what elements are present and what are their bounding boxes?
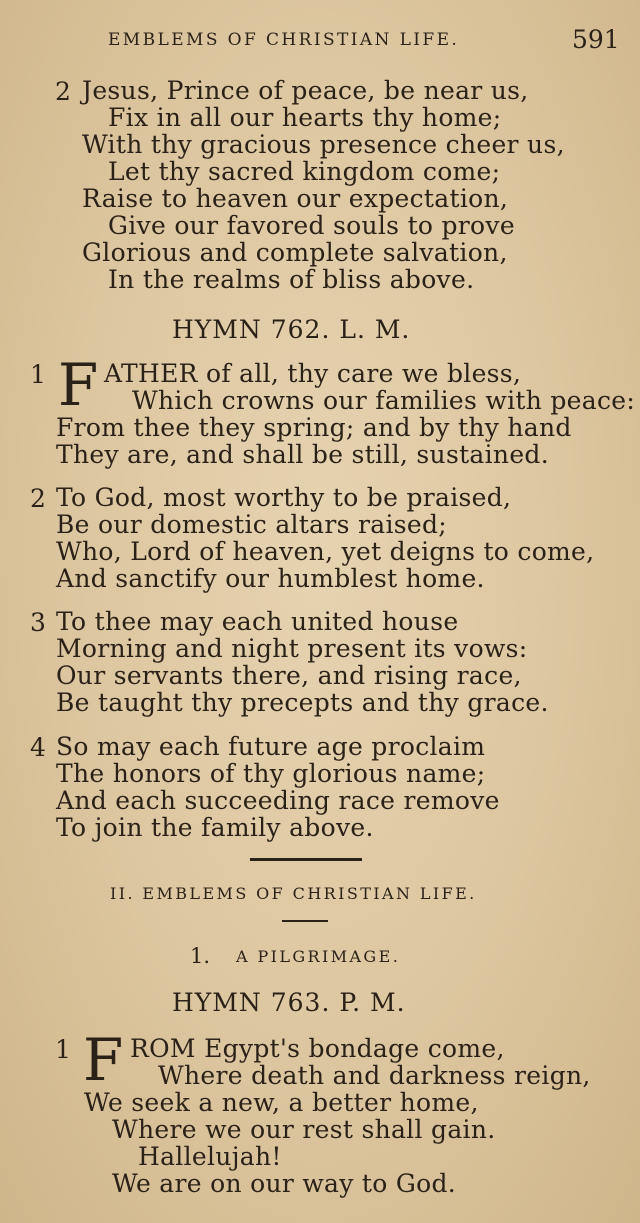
page-number: 591: [572, 25, 620, 54]
verse-line: From thee they spring; and by thy hand: [56, 413, 572, 442]
drop-cap: F: [83, 1026, 124, 1094]
verse-line: Morning and night present its vows:: [56, 634, 528, 663]
verse-line: ATHER of all, thy care we bless,: [104, 359, 522, 388]
verse-line: In the realms of bliss above.: [108, 265, 475, 294]
verse-line: Let thy sacred kingdom come;: [108, 157, 501, 186]
verse-line: And each succeeding race remove: [56, 786, 500, 815]
subheading: A PILGRIMAGE.: [236, 947, 401, 966]
stanza-number: 3: [30, 608, 46, 637]
verse-line: Hallelujah!: [138, 1142, 282, 1171]
stanza-number: 1: [30, 360, 46, 389]
verse-line: Where we our rest shall gain.: [112, 1115, 496, 1144]
verse-line: Glorious and complete salvation,: [82, 238, 508, 267]
verse-line: To God, most worthy to be praised,: [56, 483, 512, 512]
hymn-title: HYMN 762. L. M.: [172, 315, 411, 344]
verse-line: ROM Egypt's bondage come,: [130, 1034, 505, 1063]
verse-line: To thee may each united house: [56, 607, 459, 636]
stanza-number: 4: [30, 733, 46, 762]
verse-line: Be our domestic altars raised;: [56, 510, 448, 539]
verse-line: Our servants there, and rising race,: [56, 661, 522, 690]
drop-cap: F: [58, 351, 99, 419]
stanza-number: 1: [55, 1035, 71, 1064]
verse-line: Fix in all our hearts thy home;: [108, 103, 502, 132]
verse-line: Raise to heaven our expectation,: [82, 184, 509, 213]
verse-line: Be taught thy precepts and thy grace.: [56, 688, 549, 717]
verse-line: Jesus, Prince of peace, be near us,: [82, 76, 529, 105]
verse-line: Where death and darkness reign,: [158, 1061, 591, 1090]
verse-line: They are, and shall be still, sustained.: [56, 440, 549, 469]
section-rule: [250, 858, 362, 861]
verse-line: And sanctify our humblest home.: [56, 564, 485, 593]
stanza-number: 2: [55, 77, 71, 106]
verse-line: The honors of thy glorious name;: [56, 759, 486, 788]
verse-line: Who, Lord of heaven, yet deigns to come,: [56, 537, 595, 566]
running-header: EMBLEMS OF CHRISTIAN LIFE.: [108, 30, 460, 50]
verse-line: We are on our way to God.: [112, 1169, 457, 1198]
verse-line: Give our favored souls to prove: [108, 211, 515, 240]
stanza-number: 2: [30, 484, 46, 513]
verse-line: Which crowns our families with peace:: [132, 386, 636, 415]
verse-line: We seek a new, a better home,: [84, 1088, 479, 1117]
verse-line: With thy gracious presence cheer us,: [82, 130, 565, 159]
short-rule: [282, 920, 328, 922]
verse-line: To join the family above.: [56, 813, 374, 842]
subheading-number: 1.: [190, 944, 211, 968]
hymn-title: HYMN 763. P. M.: [172, 988, 406, 1017]
section-heading: II. EMBLEMS OF CHRISTIAN LIFE.: [110, 884, 477, 903]
verse-line: So may each future age proclaim: [56, 732, 486, 761]
